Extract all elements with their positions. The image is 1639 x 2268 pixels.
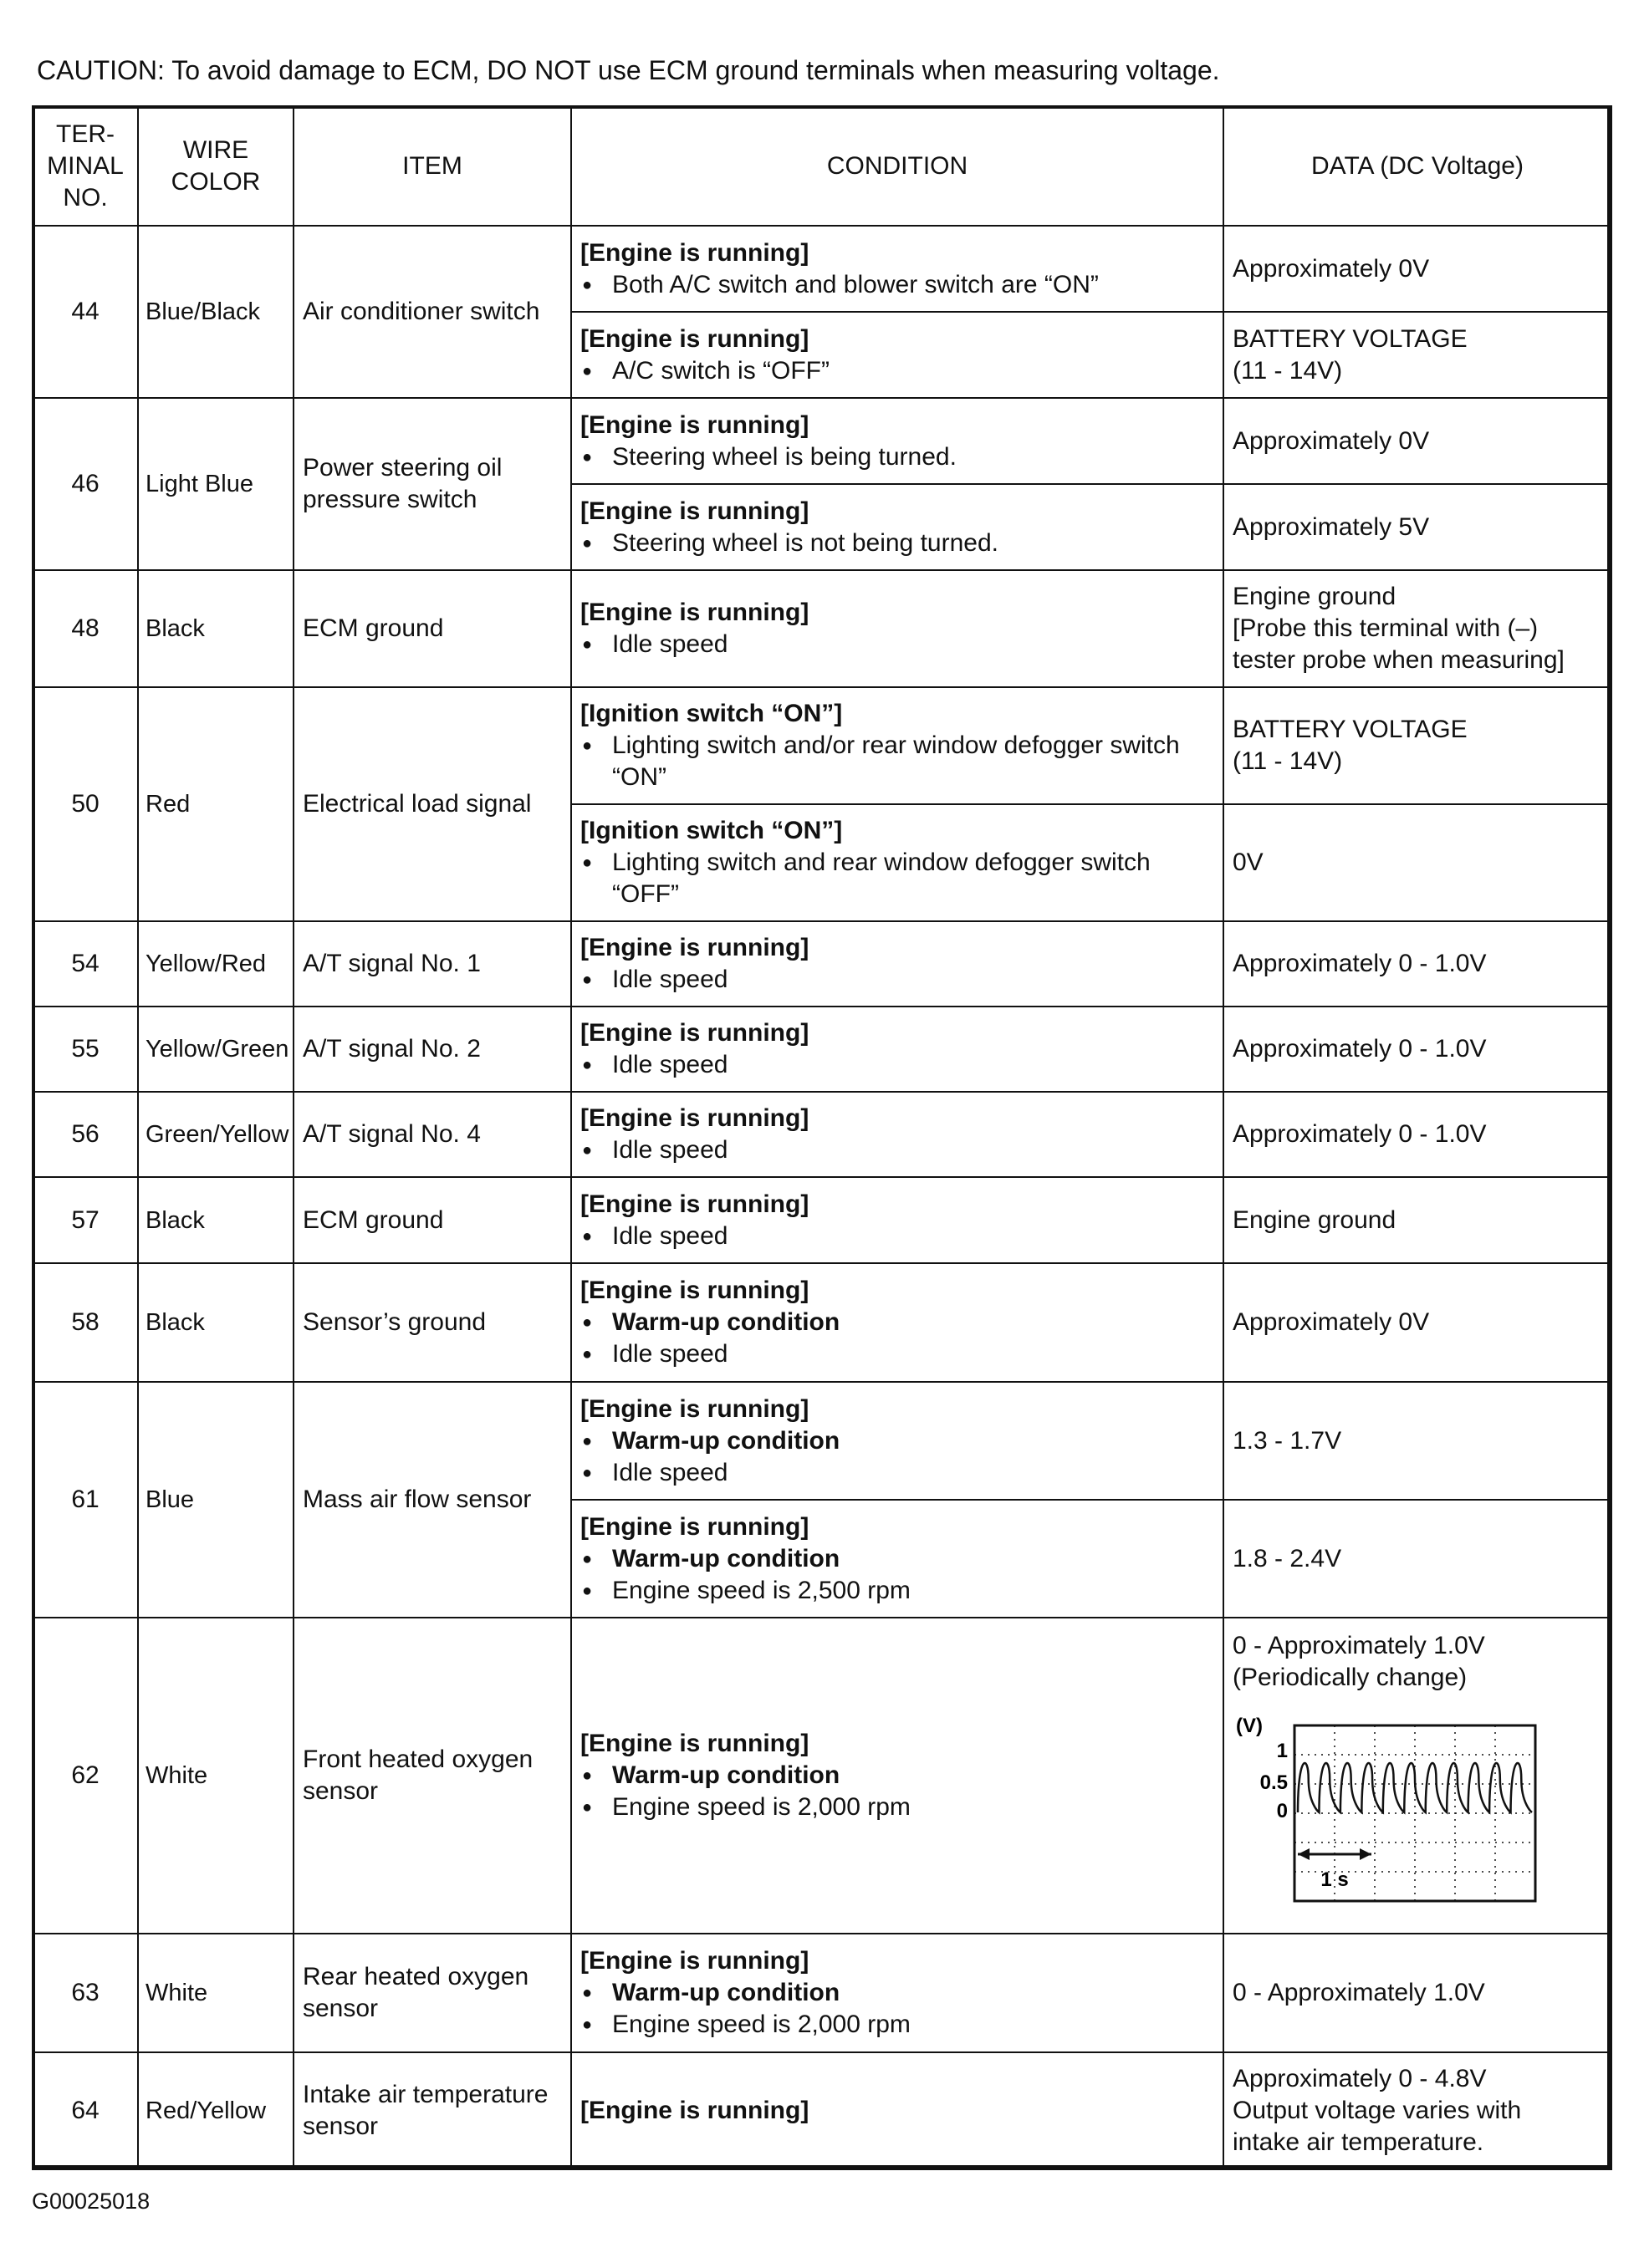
data-line: Approximately 0V xyxy=(1233,1308,1430,1336)
condition-header: [Engine is running] xyxy=(580,1277,809,1304)
data-line: intake air temperature. xyxy=(1233,2128,1484,2156)
wire-color: Red/Yellow xyxy=(138,2052,294,2169)
data-line: BATTERY VOLTAGE xyxy=(1233,716,1468,743)
wire-color: Yellow/Red xyxy=(138,921,294,1007)
scope-time-label: 1 s xyxy=(1320,1868,1349,1891)
data-line: Approximately 0 - 4.8V xyxy=(1233,2065,1487,2092)
item-line: Mass air flow sensor xyxy=(303,1486,532,1513)
header-data: DATA (DC Voltage) xyxy=(1223,106,1611,226)
wire-color: White xyxy=(138,1934,294,2052)
condition-bullet-text: ● Lighting switch and/or rear window defogger switch xyxy=(612,731,1180,759)
item-line: ECM ground xyxy=(303,614,444,642)
wire-color: Black xyxy=(138,1263,294,1382)
data-line: 0V xyxy=(1233,849,1264,876)
condition-bullet-text: ● Warm-up condition xyxy=(612,1426,840,1455)
condition-header: [Engine is running] xyxy=(580,238,809,267)
condition-bullet-text: ● Lighting switch and rear window defogger switch xyxy=(612,849,1151,876)
data-line: 1.8 - 2.4V xyxy=(1233,1544,1342,1572)
condition-header: [Ignition switch “ON”] xyxy=(580,700,843,727)
wire-color: White xyxy=(138,1618,294,1934)
wire-color: Black xyxy=(138,570,294,687)
condition-bullet-text: ● Steering wheel is not being turned. xyxy=(612,528,998,557)
condition-bullet-text: ● Idle speed xyxy=(612,966,728,993)
condition-bullet-text: ● Warm-up condition xyxy=(612,1308,840,1336)
item-line: pressure switch xyxy=(303,486,477,513)
item-line: sensor xyxy=(303,1995,379,2022)
data-line: (Periodically change) xyxy=(1233,1664,1468,1691)
scope-y-tick: 0 xyxy=(1276,1800,1288,1822)
terminal-number: 54 xyxy=(33,921,138,1007)
data-line: [Probe this terminal with (–) xyxy=(1233,614,1539,642)
item-line: Power steering oil xyxy=(303,454,503,482)
terminal-number: 62 xyxy=(33,1618,138,1934)
condition-header: [Engine is running] xyxy=(580,410,809,439)
scope-y-tick: 1 xyxy=(1276,1740,1288,1762)
item-line: A/T signal No. 4 xyxy=(303,1120,481,1148)
wire-color: Black xyxy=(138,1177,294,1263)
item-line: sensor xyxy=(303,2113,379,2140)
condition-bullet-text: ● Warm-up condition xyxy=(612,1761,840,1789)
condition-bullet-text: ● Idle speed xyxy=(612,1340,728,1368)
condition-bullet-text: ● Idle speed xyxy=(612,1221,728,1250)
caution-note: CAUTION: To avoid damage to ECM, DO NOT use ECM ground terminals when measuring voltage. xyxy=(37,55,1220,85)
wire-color: Blue/Black xyxy=(138,226,294,398)
data-line: Approximately 0 - 1.0V xyxy=(1233,1120,1487,1148)
condition-header: [Engine is running] xyxy=(580,934,809,961)
terminal-number: 63 xyxy=(33,1934,138,2052)
data-line: 1.3 - 1.7V xyxy=(1233,1426,1342,1455)
header-wire-line: COLOR xyxy=(171,167,261,196)
condition-header: [Engine is running] xyxy=(580,1190,809,1218)
terminal-number: 46 xyxy=(33,398,138,570)
condition-bullet-text: ● Both A/C switch and blower switch are “ON” xyxy=(612,270,1099,298)
terminal-number: 48 xyxy=(33,570,138,687)
condition-header: [Engine is running] xyxy=(580,599,809,626)
terminal-number: 50 xyxy=(33,687,138,921)
data-line: tester probe when measuring] xyxy=(1233,646,1565,674)
wire-color: Light Blue xyxy=(138,398,294,570)
wire-color: Yellow/Green xyxy=(138,1007,294,1092)
item-line: Front heated oxygen xyxy=(303,1746,534,1773)
condition-bullet-text: ● Engine speed is 2,000 rpm xyxy=(612,2011,911,2038)
wire-color: Blue xyxy=(138,1382,294,1618)
condition-bullet-text: ● Warm-up condition xyxy=(612,1544,840,1572)
item-line: A/T signal No. 2 xyxy=(303,1035,481,1063)
header-condition: CONDITION xyxy=(571,106,1223,226)
item-line: ECM ground xyxy=(303,1205,444,1234)
header-terminal-line: NO. xyxy=(63,183,108,212)
condition-header: [Ignition switch “ON”] xyxy=(580,817,843,844)
data-line: (11 - 14V) xyxy=(1233,747,1343,775)
condition-bullet-text: ● Warm-up condition xyxy=(612,1979,840,2006)
item-line: Intake air temperature xyxy=(303,2081,549,2108)
condition-bullet-text: ● Engine speed is 2,000 rpm xyxy=(612,1793,911,1821)
scope-y-tick: 0.5 xyxy=(1259,1771,1288,1794)
item-line: sensor xyxy=(303,1777,379,1805)
header-terminal-line: TER- xyxy=(56,120,115,148)
data-line: Approximately 0V xyxy=(1233,426,1430,455)
terminal-number: 64 xyxy=(33,2052,138,2169)
condition-header: [Engine is running] xyxy=(580,1019,809,1047)
wire-color: Green/Yellow xyxy=(138,1092,294,1177)
data-line: Approximately 0 - 1.0V xyxy=(1233,1035,1487,1063)
condition-header: [Engine is running] xyxy=(580,1394,809,1423)
table-frame xyxy=(32,105,1611,2169)
data-line: (11 - 14V) xyxy=(1233,356,1343,385)
condition-bullet-text: ● Steering wheel is being turned. xyxy=(612,442,957,471)
condition-bullet-text: ● Idle speed xyxy=(612,1136,728,1164)
data-line: Engine ground xyxy=(1233,583,1396,610)
condition-header: [Engine is running] xyxy=(580,1730,809,1757)
item-line: Sensor’s ground xyxy=(303,1308,487,1336)
condition-bullet-text: ● Engine speed is 2,500 rpm xyxy=(612,1576,911,1604)
data-line: BATTERY VOLTAGE xyxy=(1233,324,1468,353)
data-line: Approximately 5V xyxy=(1233,512,1430,541)
terminal-number: 58 xyxy=(33,1263,138,1382)
data-line: Engine ground xyxy=(1233,1205,1396,1234)
condition-bullet-text: ● Idle speed xyxy=(612,1458,728,1486)
header-wire-line: WIRE xyxy=(182,135,249,164)
terminal-number: 61 xyxy=(33,1382,138,1618)
data-line: 0 - Approximately 1.0V xyxy=(1233,1632,1485,1659)
condition-header: [Engine is running] xyxy=(580,1104,809,1132)
terminal-number: 44 xyxy=(33,226,138,398)
header-terminal-line: MINAL xyxy=(47,151,124,180)
terminal-number: 57 xyxy=(33,1177,138,1263)
condition-bullet-text: ● A/C switch is “OFF” xyxy=(612,356,830,385)
data-line: Output voltage varies with xyxy=(1233,2097,1522,2124)
item-line: A/T signal No. 1 xyxy=(303,950,481,977)
item-line: Air conditioner switch xyxy=(303,298,540,325)
condition-bullet-text: “ON” xyxy=(612,763,666,791)
condition-header: [Engine is running] xyxy=(580,1947,809,1975)
condition-bullet-text: ● Idle speed xyxy=(612,630,728,658)
item-line: Rear heated oxygen xyxy=(303,1963,529,1990)
terminal-number: 55 xyxy=(33,1007,138,1092)
condition-header: [Engine is running] xyxy=(580,497,809,525)
condition-bullet-text: ● Idle speed xyxy=(612,1051,728,1078)
wire-color: Red xyxy=(138,687,294,921)
item-line: Electrical load signal xyxy=(303,790,532,818)
data-line: Approximately 0 - 1.0V xyxy=(1233,950,1487,977)
condition-header: [Engine is running] xyxy=(580,2097,809,2124)
header-item: ITEM xyxy=(294,106,571,226)
data-line: Approximately 0V xyxy=(1233,254,1430,283)
condition-header: [Engine is running] xyxy=(580,324,809,353)
data-line: 0 - Approximately 1.0V xyxy=(1233,1979,1485,2006)
scope-y-unit: (V) xyxy=(1236,1715,1263,1737)
terminal-number: 56 xyxy=(33,1092,138,1177)
condition-header: [Engine is running] xyxy=(580,1512,809,1541)
figure-code: G00025018 xyxy=(32,2189,151,2214)
condition-bullet-text: “OFF” xyxy=(612,880,679,908)
